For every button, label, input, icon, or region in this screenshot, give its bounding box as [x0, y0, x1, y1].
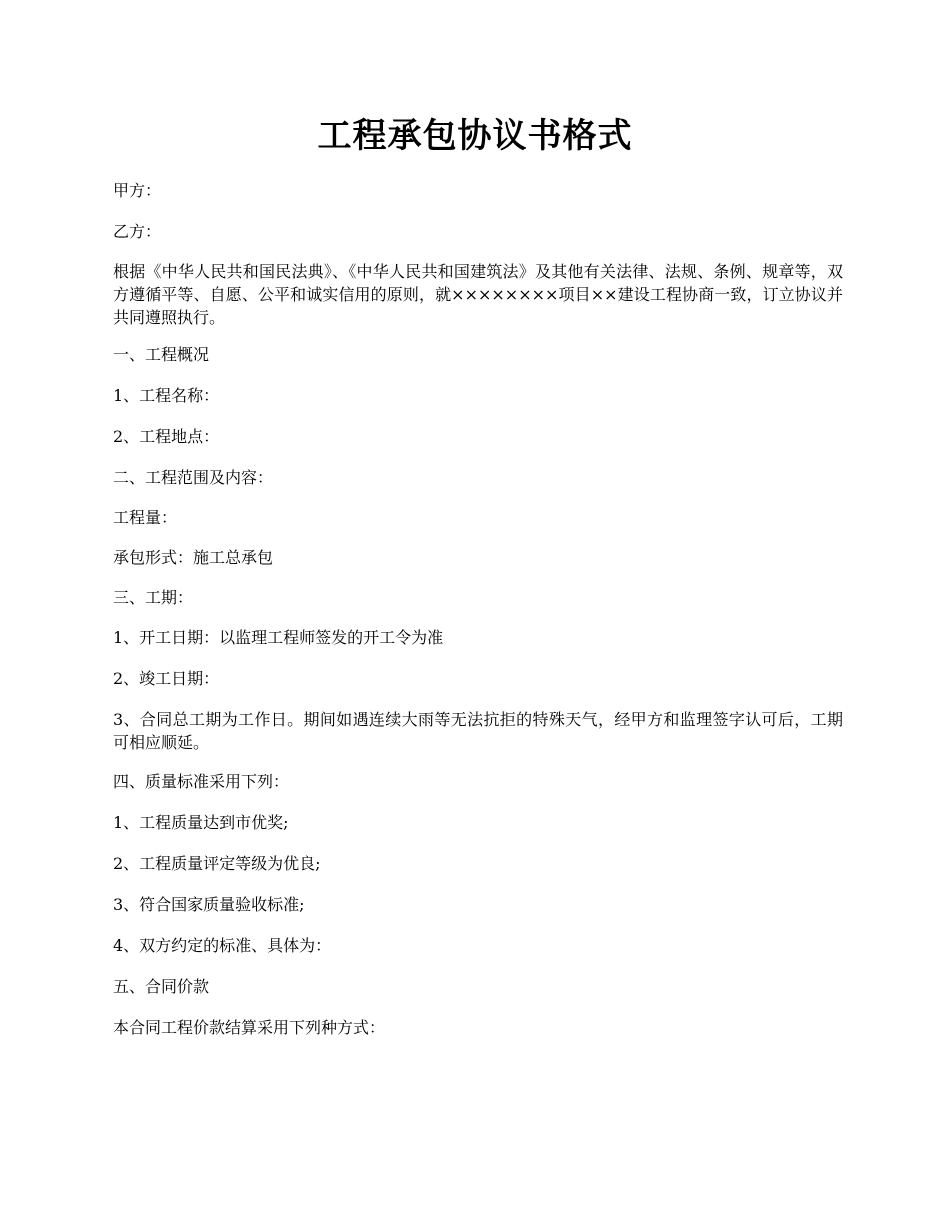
price-settlement-line: 本合同工程价款结算采用下列种方式：	[113, 1018, 386, 1037]
document-title: 工程承包协议书格式	[317, 116, 633, 156]
quality-item-2: 2、工程质量评定等级为优良;	[113, 854, 321, 873]
section-heading-quality: 四、质量标准采用下列：	[113, 772, 290, 791]
contract-form-line: 承包形式：施工总承包	[113, 548, 274, 567]
project-name-line: 1、工程名称：	[113, 386, 220, 405]
party-b-line: 乙方：	[113, 222, 162, 241]
section-heading-scope: 二、工程范围及内容：	[113, 468, 274, 487]
project-location-line: 2、工程地点：	[113, 427, 220, 446]
party-a-line: 甲方：	[113, 181, 162, 200]
quality-item-4: 4、双方约定的标准、具体为：	[113, 936, 332, 955]
quantity-line: 工程量：	[113, 508, 178, 527]
section-heading-price: 五、合同价款	[113, 977, 210, 996]
quality-item-1: 1、工程质量达到市优奖;	[113, 813, 289, 832]
completion-date-line: 2、竣工日期：	[113, 669, 220, 688]
quality-item-3: 3、符合国家质量验收标准;	[113, 895, 305, 914]
section-heading-duration: 三、工期：	[113, 588, 194, 607]
start-date-line: 1、开工日期：以监理工程师签发的开工令为准	[113, 628, 444, 647]
total-duration-paragraph: 3、合同总工期为工作日。期间如遇连续大雨等无法抗拒的特殊天气，经甲方和监理签字认可后，工期可相应顺延。	[113, 710, 843, 752]
preamble-paragraph: 根据《中华人民共和国民法典》、《中华人民共和国建筑法》及其他有关法律、法规、条例、规章等，双方遵循平等、自愿、公平和诚实信用的原则，就××××××××项目××建设工程协商一致，订立协议并共同遵照执行。	[113, 262, 843, 327]
section-heading-overview: 一、工程概况	[113, 345, 210, 364]
